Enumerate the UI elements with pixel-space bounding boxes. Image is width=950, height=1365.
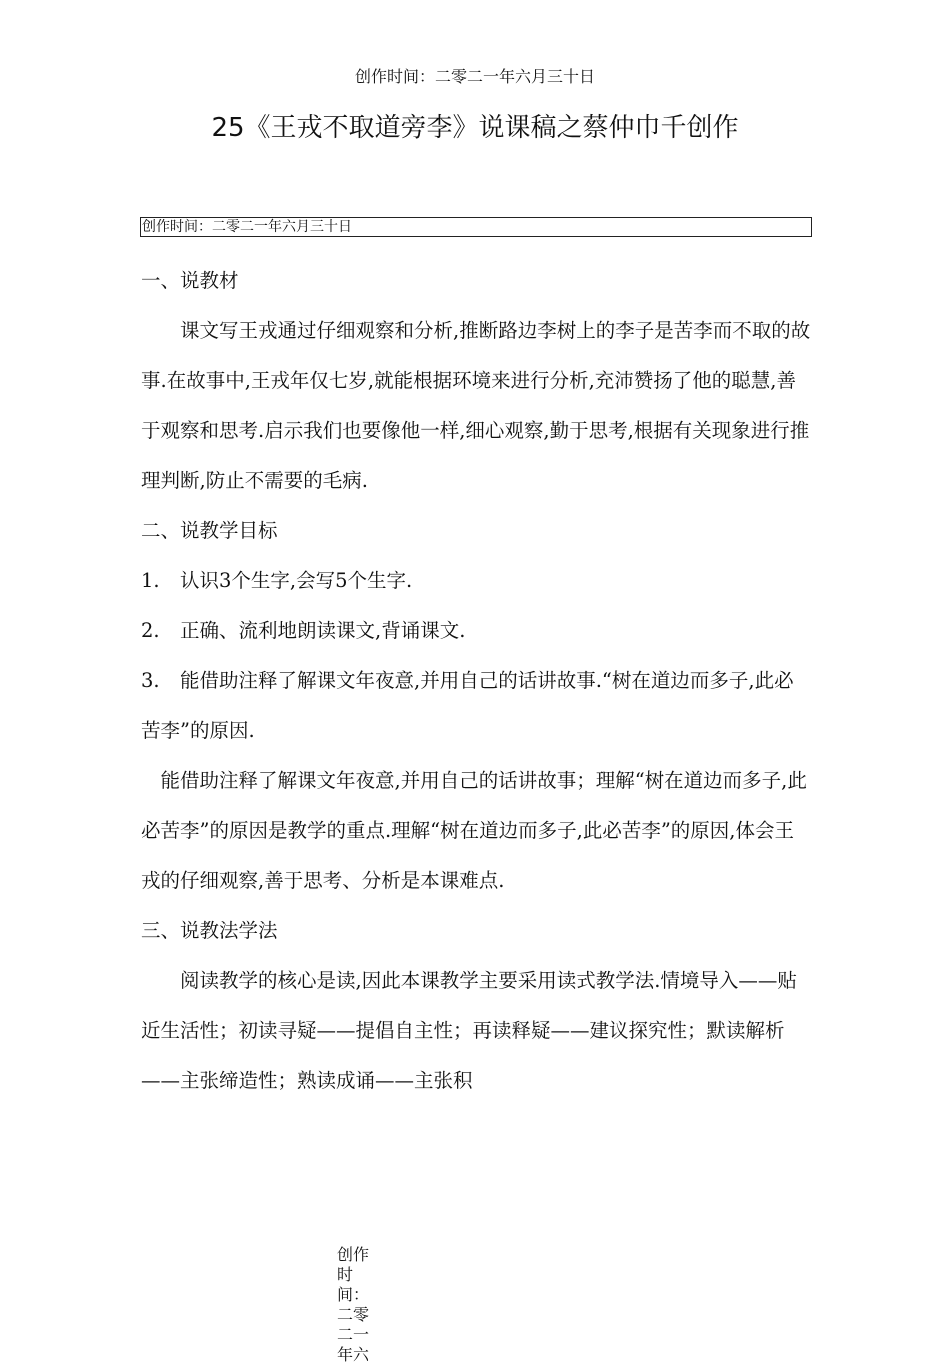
section-heading-teaching-methods: 三、说教法学法 — [141, 919, 278, 942]
footer-date: 创作时间：二零二一年六 — [337, 1245, 370, 1364]
section-heading-teaching-goals: 二、说教学目标 — [141, 519, 278, 542]
goal-text: 能借助注释了解课文年夜意,并用自己的话讲故事.“树在道边而多子,此必苦李”的原因. — [141, 669, 794, 742]
goal-number: 3. — [141, 669, 160, 692]
goal-number: 2. — [141, 619, 160, 642]
goal-item — [141, 606, 811, 656]
goal-item — [141, 556, 811, 606]
header-date: 创作时间：二零二一年六月三十日 — [354, 67, 595, 86]
document-title: 25《王戎不取道旁李》说课稿之蔡仲巾千创作 — [211, 113, 739, 143]
goal-text: 认识3个生字,会写5个生字. — [180, 569, 413, 592]
paragraph-teaching-material: 课文写王戎通过仔细观察和分析,推断路边李树上的李子是苦李而不取的故事.在故事中,王戎年仅七岁,就能根据环境来进行分析,充沛赞扬了他的聪慧,善于观察和思考.启示我们也要像他一样,细心观察,勤于思考,根据有关现象进行推理判断,防止不需要的毛病. — [141, 319, 811, 492]
document-body — [141, 256, 811, 1106]
paragraph-teaching-methods: 阅读教学的核心是读,因此本课教学主要采用读式教学法.情境导入——贴近生活性；初读寻疑——提倡自主性；再读释疑——建议探究性；默读解析——主张缔造性；熟读成诵——主张积 — [141, 969, 797, 1092]
paragraph-key-points: 能借助注释了解课文年夜意,并用自己的话讲故事；理解“树在道边而多子,此必苦李”的原因是教学的重点.理解“树在道边而多子,此必苦李”的原因,体会王戎的仔细观察,善于思考、分析是本课难点. — [141, 769, 807, 892]
boxed-date-field: 创作时间：二零二一年六月三十日 — [140, 217, 812, 237]
goal-number: 1. — [141, 569, 160, 592]
section-heading-teaching-material: 一、说教材 — [141, 269, 239, 292]
goal-text: 正确、流利地朗读课文,背诵课文. — [180, 619, 466, 642]
goal-item — [141, 656, 811, 756]
